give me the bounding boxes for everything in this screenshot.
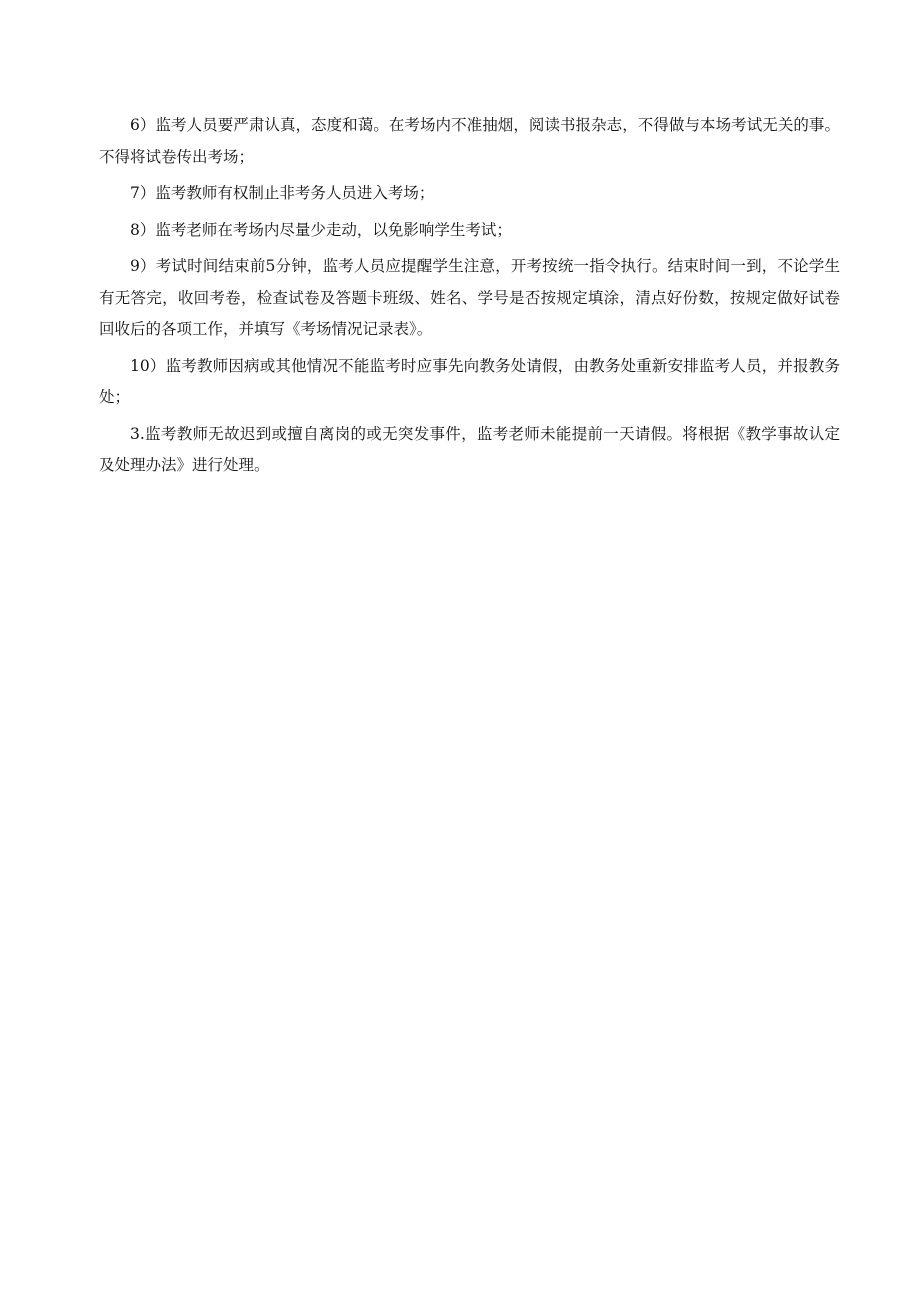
paragraph-item-9: 9）考试时间结束前5分钟，监考人员应提醒学生注意，开考按统一指令执行。结束时间一到，不论学生有无答完，收回考卷，检查试卷及答题卡班级、姓名、学号是否按规定填涂，清点好份数，按规定做好试卷回收后的各项工作，并填写《考场情况记录表》。 (99, 257, 840, 338)
paragraph-item-6: 6）监考人员要严肃认真，态度和蔼。在考场内不准抽烟，阅读书报杂志，不得做与本场考试无关的事。不得将试卷传出考场； (99, 116, 840, 166)
paragraph-item-10: 10）监考教师因病或其他情况不能监考时应事先向教务处请假，由教务处重新安排监考人员，并报教务处； (99, 356, 840, 406)
document-body (99, 110, 840, 487)
paragraph-item-7: 7）监考教师有权制止非考务人员进入考场； (130, 184, 435, 202)
paragraph-item-8: 8）监考老师在考场内尽量少走动，以免影响学生考试； (130, 220, 512, 239)
paragraph-section-3: 3.监考教师无故迟到或擅自离岗的或无突发事件，监考老师未能提前一天请假。将根据《教学事故认定及处理办法》进行处理。 (99, 424, 840, 474)
